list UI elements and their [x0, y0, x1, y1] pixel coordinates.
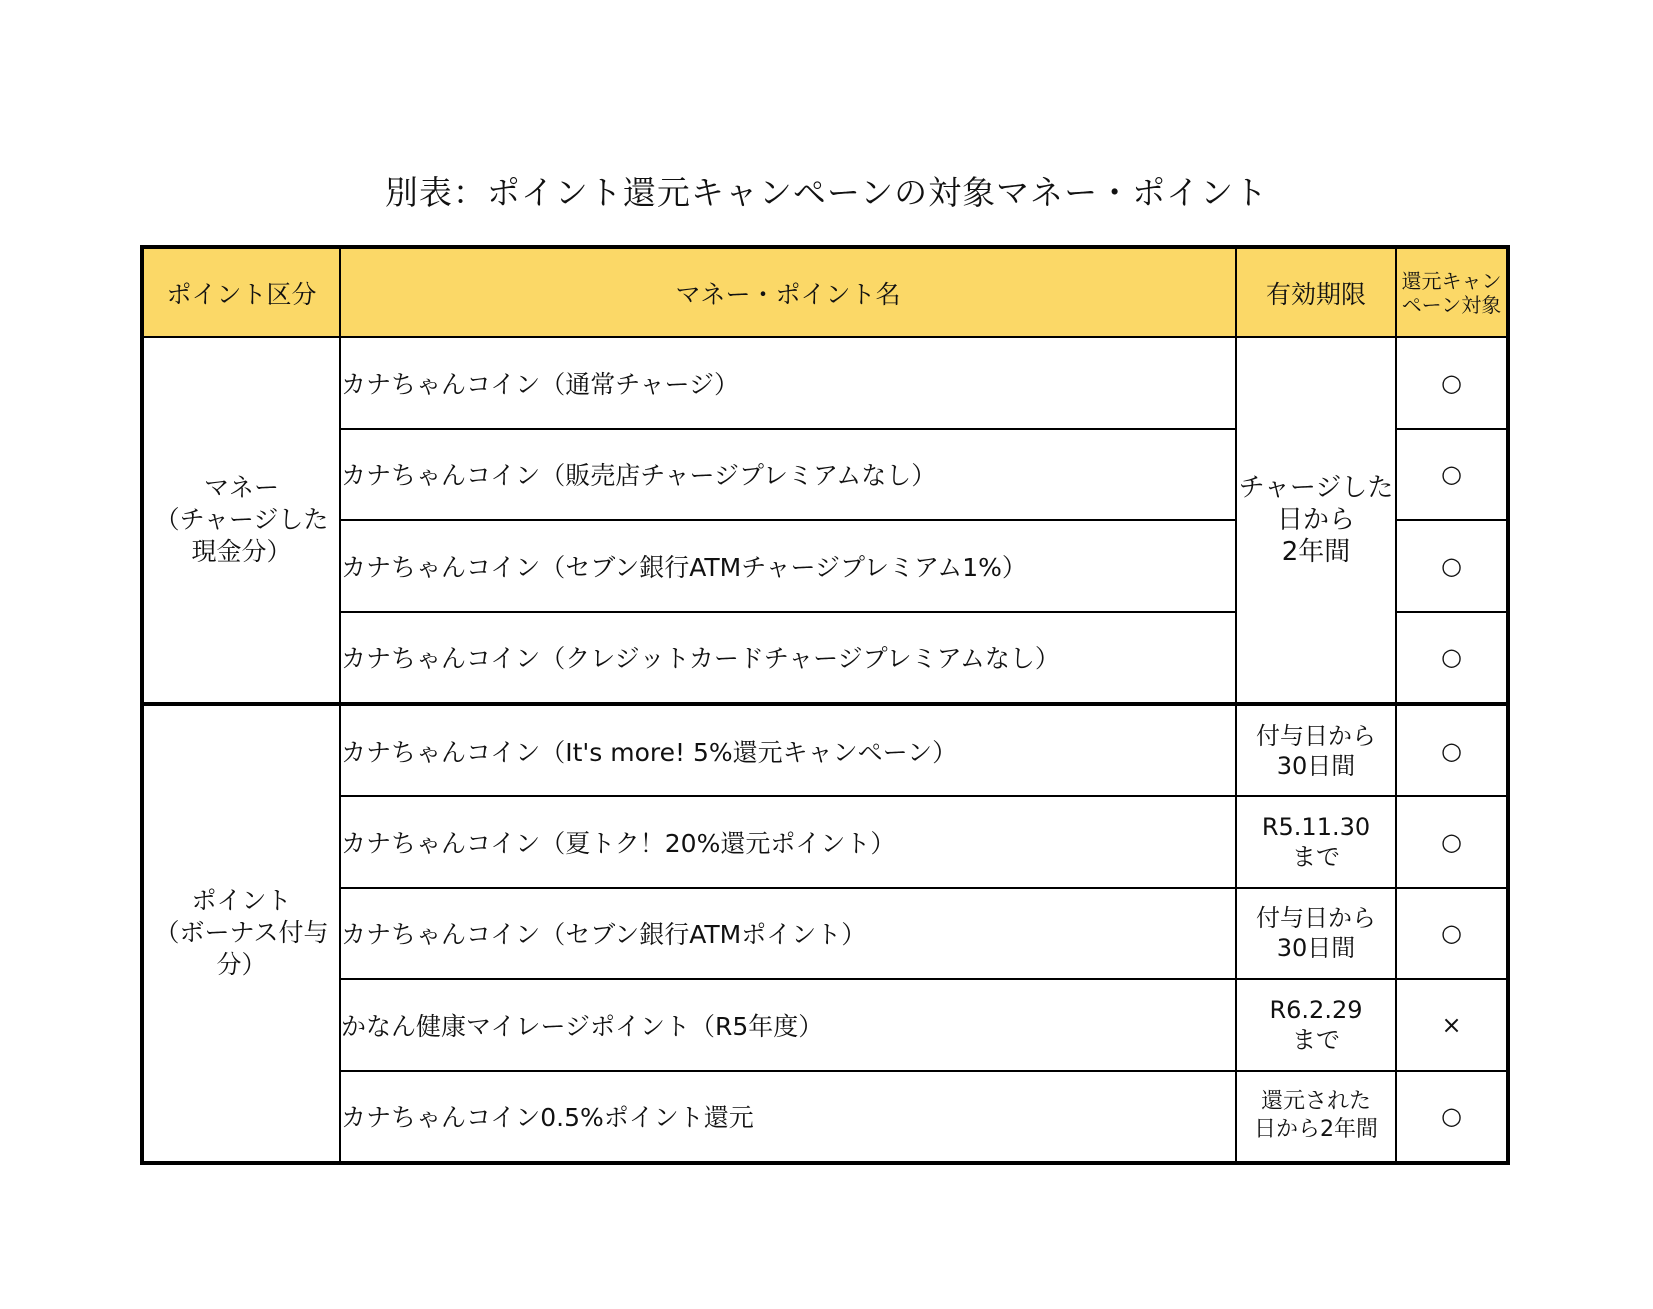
- table-row: [142, 796, 1508, 887]
- target-mark: ○: [1396, 337, 1508, 428]
- point-name: カナちゃんコイン（夏トク！20%還元ポイント）: [340, 796, 1236, 887]
- header-name: マネー・ポイント名: [340, 247, 1236, 337]
- target-mark: ○: [1396, 796, 1508, 887]
- point-name: カナちゃんコイン（セブン銀行ATMポイント）: [340, 888, 1236, 979]
- point-period: R5.11.30 まで: [1236, 796, 1396, 887]
- target-mark: ○: [1396, 429, 1508, 520]
- point-period: 還元された 日から2年間: [1236, 1071, 1396, 1163]
- table-row: [142, 888, 1508, 979]
- target-mark: ○: [1396, 612, 1508, 704]
- category-points: ポイント （ボーナス付与分）: [142, 704, 340, 1163]
- page-title: 別表：ポイント還元キャンペーンの対象マネー・ポイント: [384, 173, 1269, 212]
- money-period: チャージした日から 2年間: [1236, 337, 1396, 704]
- table-row: [142, 979, 1508, 1070]
- category-money: マネー （チャージした現金分）: [142, 337, 340, 704]
- header-category: ポイント区分: [142, 247, 340, 337]
- target-mark: ×: [1396, 979, 1508, 1070]
- money-name: カナちゃんコイン（クレジットカードチャージプレミアムなし）: [340, 612, 1236, 704]
- point-name: カナちゃんコイン（It's more! 5%還元キャンペーン）: [340, 704, 1236, 796]
- target-mark: ○: [1396, 888, 1508, 979]
- header-period: 有効期限: [1236, 247, 1396, 337]
- point-period: 付与日から 30日間: [1236, 888, 1396, 979]
- campaign-table: [140, 245, 1510, 1165]
- header-target: 還元キャンペーン対象: [1396, 247, 1508, 337]
- point-name: カナちゃんコイン0.5%ポイント還元: [340, 1071, 1236, 1163]
- target-mark: ○: [1396, 1071, 1508, 1163]
- money-name: カナちゃんコイン（通常チャージ）: [340, 337, 1236, 428]
- table-row: [142, 1071, 1508, 1163]
- point-period: 付与日から 30日間: [1236, 704, 1396, 796]
- table-row: [142, 337, 1508, 428]
- money-name: カナちゃんコイン（セブン銀行ATMチャージプレミアム1%）: [340, 520, 1236, 611]
- target-mark: ○: [1396, 704, 1508, 796]
- point-period: R6.2.29 まで: [1236, 979, 1396, 1070]
- money-name: カナちゃんコイン（販売店チャージプレミアムなし）: [340, 429, 1236, 520]
- table-header-row: [142, 247, 1508, 337]
- table-row: [142, 704, 1508, 796]
- point-name: かなん健康マイレージポイント（R5年度）: [340, 979, 1236, 1070]
- target-mark: ○: [1396, 520, 1508, 611]
